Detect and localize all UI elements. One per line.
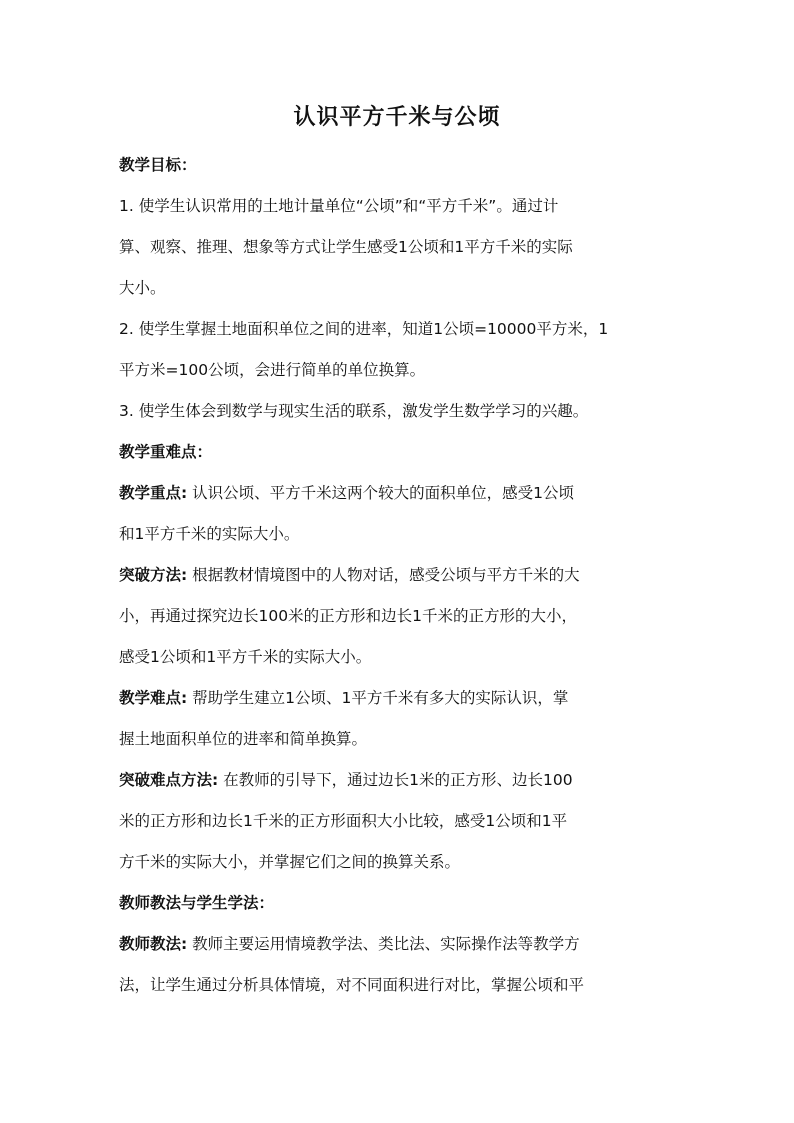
difficulty-method-paragraph-line-1	[119, 760, 694, 801]
document-body	[119, 145, 694, 1006]
key-point-label: 教学重点:	[119, 484, 188, 502]
teaching-method-paragraph-line-1	[119, 924, 694, 965]
difficulty-paragraph-line-1	[119, 678, 694, 719]
breakthrough-line-3: 感受1公顷和1平方千米的实际大小。	[119, 648, 372, 666]
objective-1-line-1: 1. 使学生认识常用的土地计量单位“公顷”和“平方千米”。通过计	[119, 197, 559, 215]
methods-heading: 教师教法与学生学法：	[119, 894, 275, 912]
difficulty-line-2: 握土地面积单位的进率和简单换算。	[119, 730, 368, 748]
teaching-method-text: 教师主要运用情境教学法、类比法、实际操作法等教学方	[187, 935, 580, 953]
difficulty-label: 教学难点:	[119, 689, 188, 707]
objective-2-line-1: 2. 使学生掌握土地面积单位之间的进率，知道1公顷=10000平方米，1	[119, 320, 609, 338]
key-point-text: 认识公顷、平方千米这两个较大的面积单位，感受1公顷	[187, 484, 574, 502]
teaching-method-label: 教师教法:	[119, 935, 188, 953]
breakthrough-line-2: 小，再通过探究边长100米的正方形和边长1千米的正方形的大小，	[119, 607, 577, 625]
objective-1-line-3: 大小。	[119, 279, 166, 297]
difficulty-method-line-3: 方千米的实际大小，并掌握它们之间的换算关系。	[119, 853, 461, 871]
objectives-heading: 教学目标：	[119, 156, 197, 174]
key-point-paragraph-line-1	[119, 473, 694, 514]
breakthrough-paragraph-line-1	[119, 555, 694, 596]
objective-1-line-2: 算、观察、推理、想象等方式让学生感受1公顷和1平方千米的实际	[119, 238, 573, 256]
difficulty-method-line-2: 米的正方形和边长1千米的正方形面积大小比较，感受1公顷和1平	[119, 812, 568, 830]
difficulty-text: 帮助学生建立1公顷、1平方千米有多大的实际认识，掌	[187, 689, 569, 707]
document-title: 认识平方千米与公顷	[293, 105, 501, 130]
breakthrough-text: 根据教材情境图中的人物对话，感受公顷与平方千米的大	[187, 566, 580, 584]
key-point-line-2: 和1平方千米的实际大小。	[119, 525, 300, 543]
objective-2-line-2: 平方米=100公顷，会进行简单的单位换算。	[119, 361, 426, 379]
teaching-method-line-2: 法，让学生通过分析具体情境，对不同面积进行对比，掌握公顷和平	[119, 976, 585, 994]
objective-3-line-1: 3. 使学生体会到数学与现实生活的联系，激发学生数学学习的兴趣。	[119, 402, 589, 420]
breakthrough-label: 突破方法:	[119, 566, 188, 584]
key-points-heading: 教学重难点：	[119, 443, 213, 461]
difficulty-method-text: 在教师的引导下，通过边长1米的正方形、边长100	[218, 771, 573, 789]
difficulty-method-label: 突破难点方法:	[119, 771, 219, 789]
